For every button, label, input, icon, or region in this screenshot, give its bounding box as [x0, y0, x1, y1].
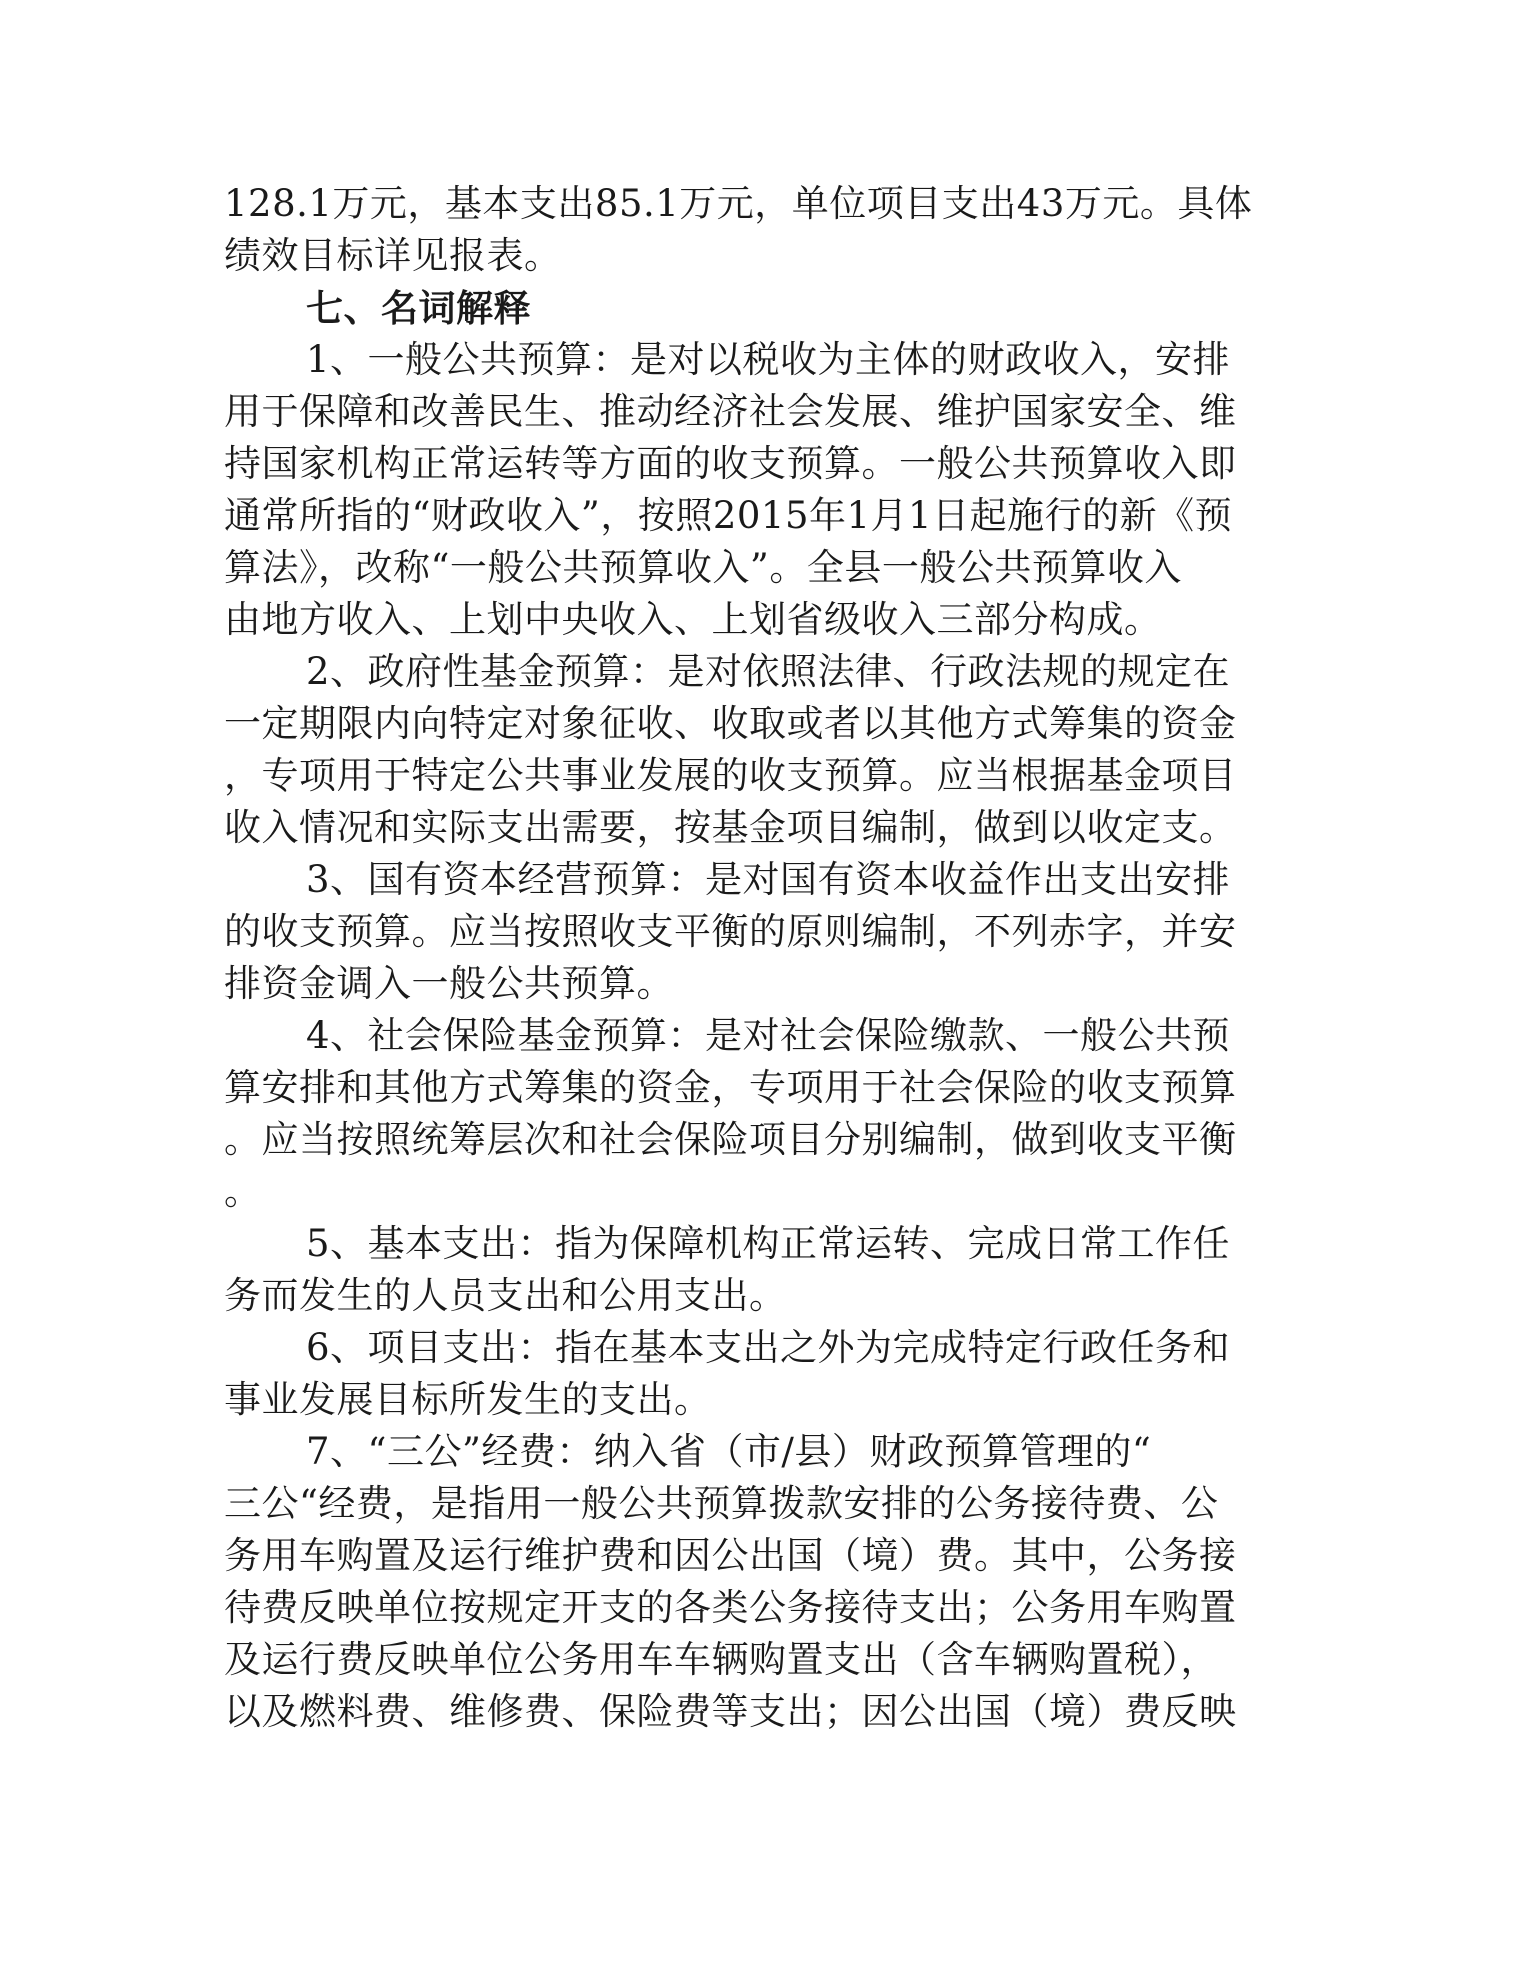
text-line: 6、项目支出：指在基本支出之外为完成特定行政任务和: [306, 1326, 1231, 1369]
text-line: 排资金调入一般公共预算。: [224, 962, 674, 1005]
text-line: 4、社会保险基金预算：是对社会保险缴款、一般公共预: [306, 1014, 1231, 1057]
text-line: 收入情况和实际支出需要，按基金项目编制，做到以收定支。: [224, 806, 1237, 849]
text-line: 5、基本支出：指为保障机构正常运转、完成日常工作任: [306, 1222, 1231, 1265]
text-line: 事业发展目标所发生的支出。: [224, 1378, 712, 1421]
text-line: 1、一般公共预算：是对以税收为主体的财政收入，安排: [306, 338, 1231, 381]
text-line: 持国家机构正常运转等方面的收支预算。一般公共预算收入即: [224, 442, 1237, 485]
text-line: 绩效目标详见报表。: [224, 234, 562, 277]
text-line: 。: [224, 1170, 262, 1213]
text-line: 用于保障和改善民生、推动经济社会发展、维护国家安全、维: [224, 390, 1237, 433]
text-line: 务而发生的人员支出和公用支出。: [224, 1274, 787, 1317]
text-line: 务用车购置及运行维护费和因公出国（境）费。其中，公务接: [224, 1534, 1237, 1577]
text-line: ，专项用于特定公共事业发展的收支预算。应当根据基金项目: [224, 754, 1237, 797]
text-line: 算安排和其他方式筹集的资金，专项用于社会保险的收支预算: [224, 1066, 1237, 1109]
text-line: 通常所指的“财政收入”，按照2015年1月1日起施行的新《预: [224, 494, 1233, 537]
section-heading: 七、名词解释: [306, 286, 531, 330]
text-line: 及运行费反映单位公务用车车辆购置支出（含车辆购置税），: [224, 1638, 1218, 1681]
text-line: 一定期限内向特定对象征收、收取或者以其他方式筹集的资金: [224, 702, 1237, 745]
text-line: 三公“经费，是指用一般公共预算拨款安排的公务接待费、公: [224, 1482, 1219, 1525]
text-line: 3、国有资本经营预算：是对国有资本收益作出支出安排: [306, 858, 1231, 901]
text-line: 7、“三公”经费：纳入省（市/县）财政预算管理的“: [306, 1430, 1152, 1473]
text-line: 算法》，改称“一般公共预算收入”。全县一般公共预算收入: [224, 546, 1182, 589]
text-line: 的收支预算。应当按照收支平衡的原则编制，不列赤字，并安: [224, 910, 1237, 953]
text-line: 128.1万元，基本支出85.1万元，单位项目支出43万元。具体: [224, 182, 1253, 225]
text-line: 。应当按照统筹层次和社会保险项目分别编制，做到收支平衡: [224, 1118, 1237, 1161]
text-line: 待费反映单位按规定开支的各类公务接待支出；公务用车购置: [224, 1586, 1237, 1629]
text-line: 以及燃料费、维修费、保险费等支出；因公出国（境）费反映: [224, 1690, 1237, 1733]
text-line: 2、政府性基金预算：是对依照法律、行政法规的规定在: [306, 650, 1231, 693]
text-line: 由地方收入、上划中央收入、上划省级收入三部分构成。: [224, 598, 1162, 641]
document-page: [224, 178, 1304, 1738]
